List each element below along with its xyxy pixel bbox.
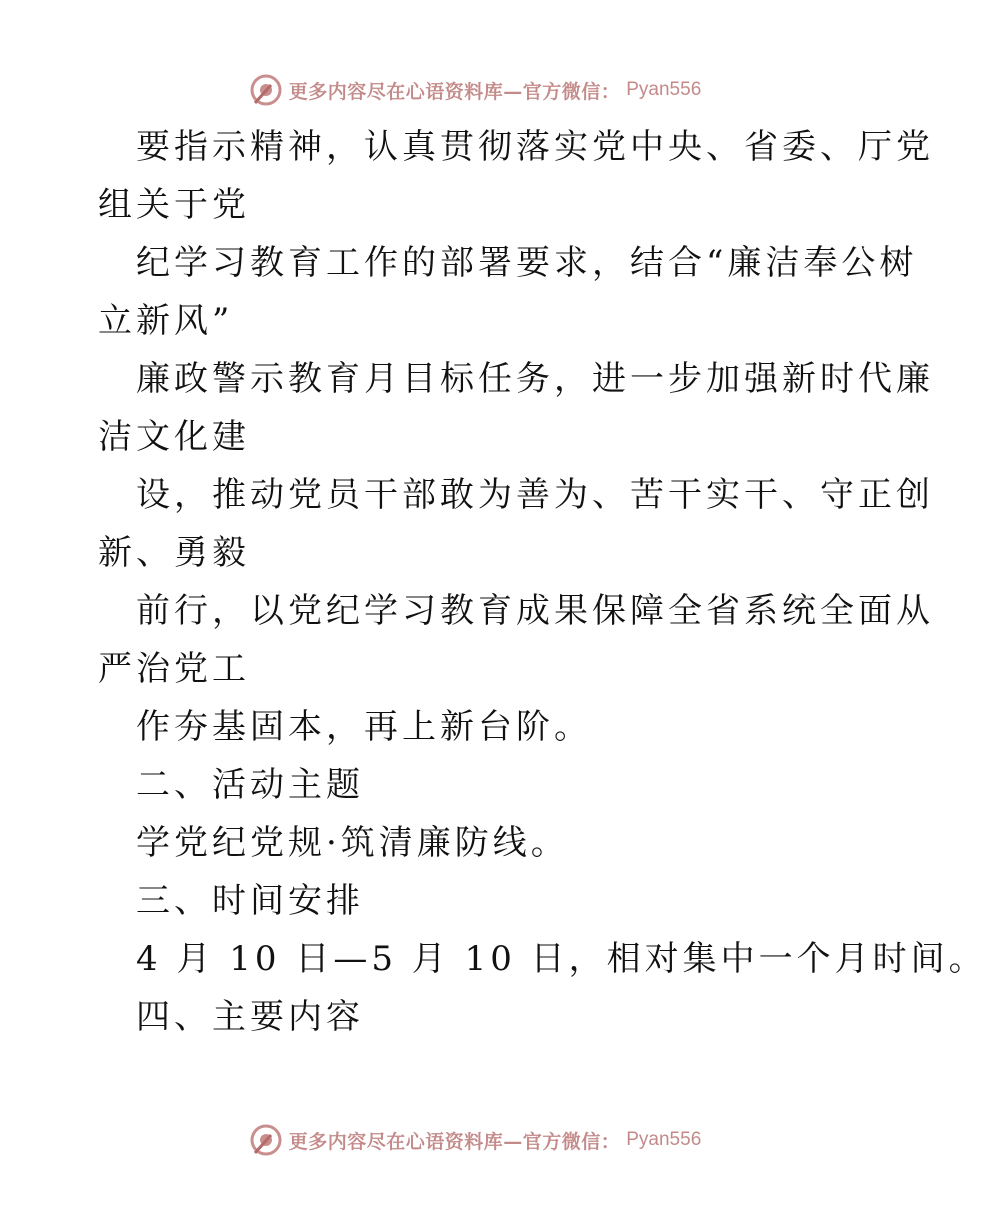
brand-logo-icon bbox=[249, 1123, 283, 1157]
body-line: 学党纪党规·筑清廉防线。 bbox=[136, 823, 569, 863]
watermark-text: 更多内容尽在心语资料库—官方微信： bbox=[288, 1130, 621, 1153]
body-line: 组关于党 bbox=[98, 185, 250, 225]
header-watermark bbox=[0, 70, 950, 110]
section-heading: 四、主要内容 bbox=[136, 997, 364, 1037]
body-line: 设，推动党员干部敢为善为、苦干实干、守正创 bbox=[136, 475, 934, 515]
footer-watermark bbox=[0, 1120, 950, 1160]
body-line: 作夯基固本，再上新台阶。 bbox=[136, 707, 592, 747]
body-line: 4 月 10 日—5 月 10 日，相对集中一个月时间。 bbox=[136, 939, 987, 979]
watermark-handle: Pyan556 bbox=[626, 1129, 702, 1150]
watermark-handle: Pyan556 bbox=[626, 79, 702, 100]
body-line: 严治党工 bbox=[98, 649, 250, 689]
body-line: 前行，以党纪学习教育成果保障全省系统全面从 bbox=[136, 591, 934, 631]
section-heading: 三、时间安排 bbox=[136, 881, 364, 921]
body-line: 新、勇毅 bbox=[98, 533, 250, 573]
body-line: 洁文化建 bbox=[98, 417, 250, 457]
section-heading: 二、活动主题 bbox=[136, 765, 364, 805]
watermark-text: 更多内容尽在心语资料库—官方微信： bbox=[288, 80, 621, 103]
body-line: 立新风” bbox=[98, 301, 234, 341]
brand-logo-icon bbox=[249, 73, 283, 107]
body-line: 廉政警示教育月目标任务，进一步加强新时代廉 bbox=[136, 359, 934, 399]
document-body bbox=[98, 118, 987, 1046]
body-line: 纪学习教育工作的部署要求，结合“廉洁奉公树 bbox=[136, 243, 918, 283]
body-line: 要指示精神，认真贯彻落实党中央、省委、厅党 bbox=[136, 127, 934, 167]
